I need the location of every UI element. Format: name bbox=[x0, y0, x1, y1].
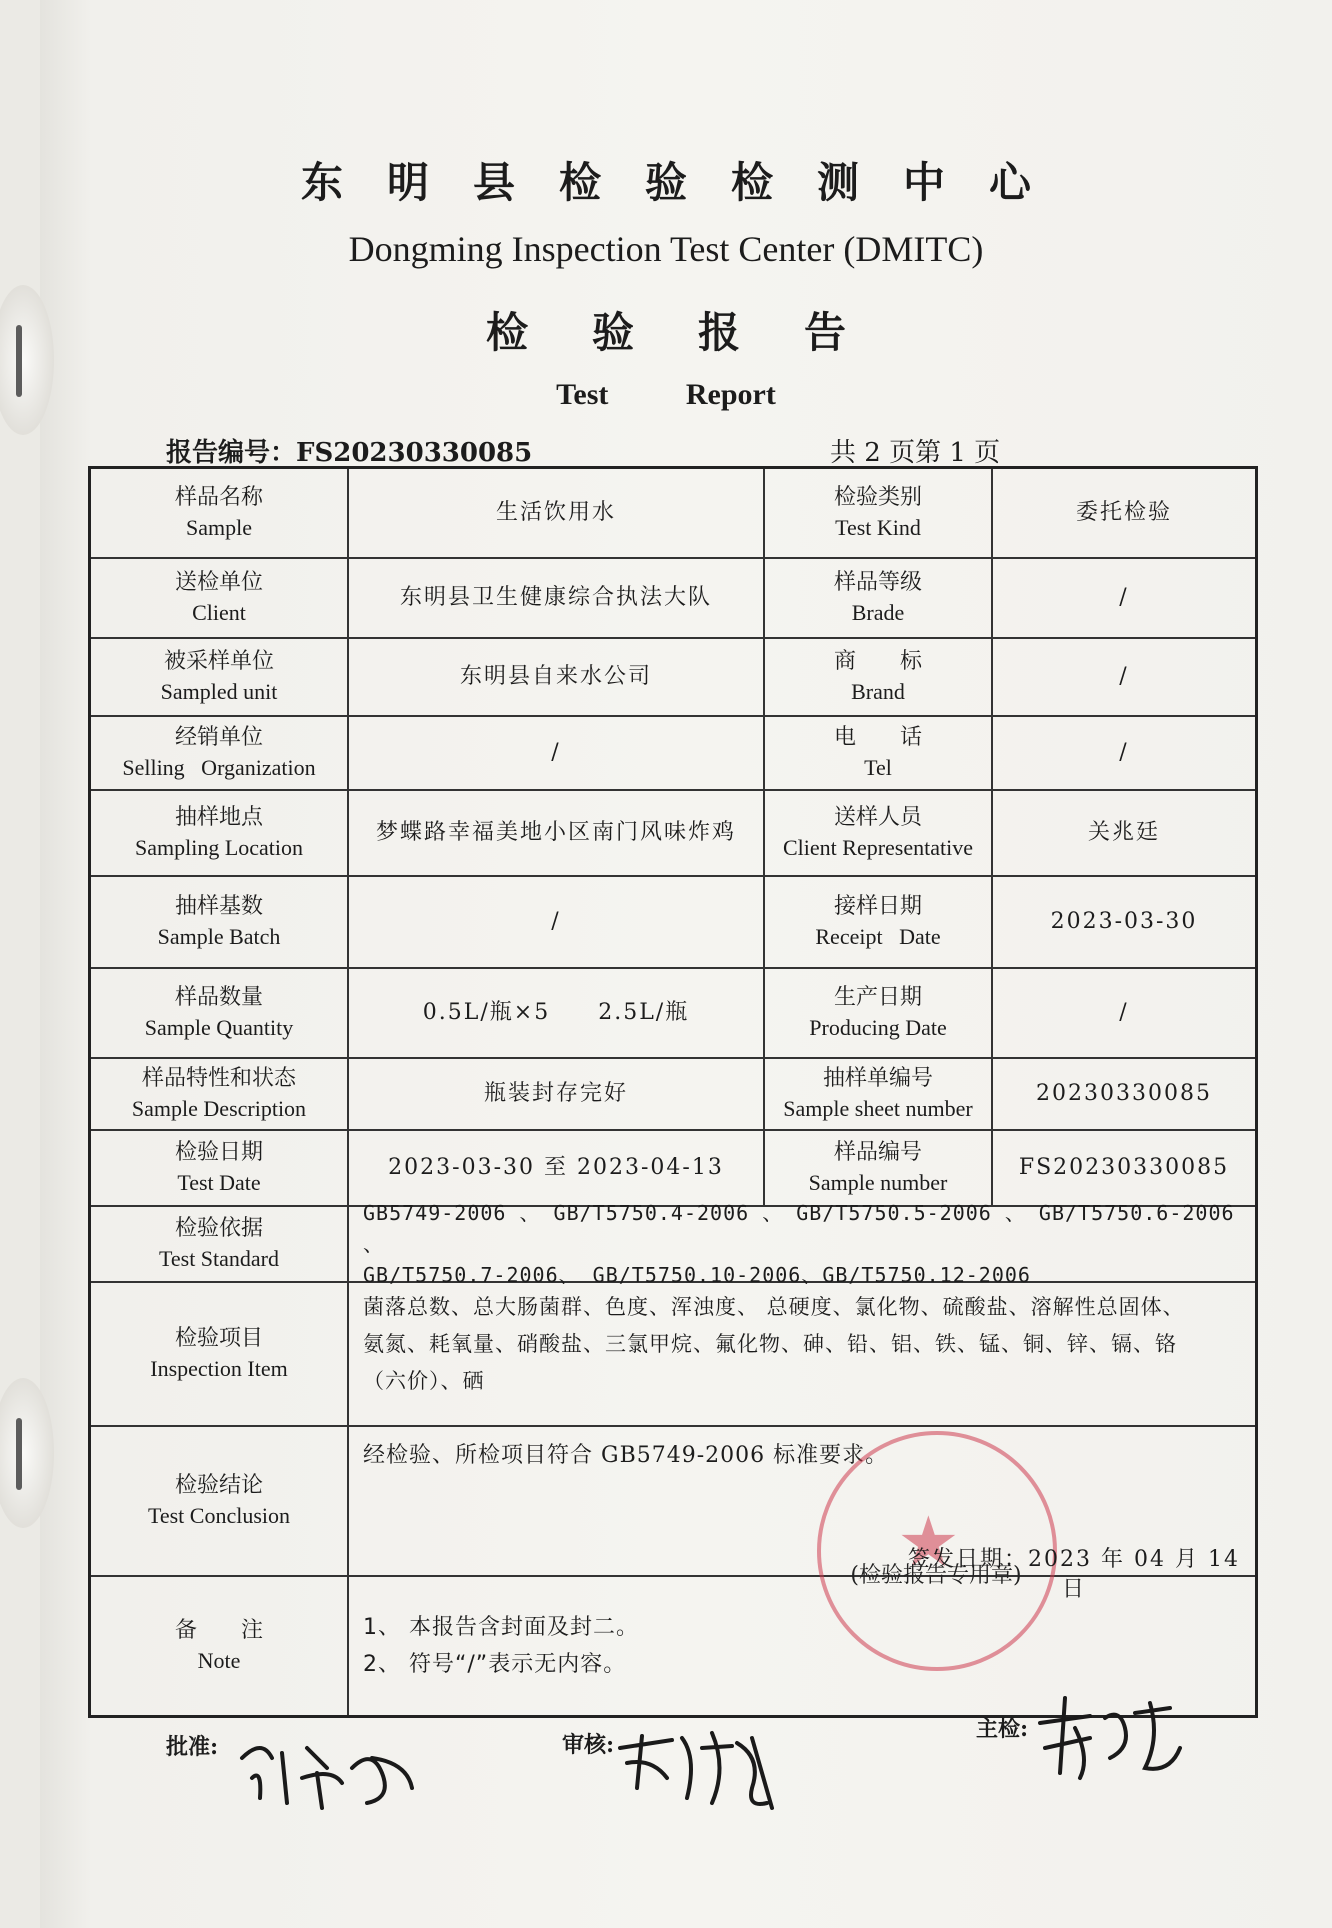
label-cn: 样品数量 bbox=[174, 985, 263, 1011]
value-tel: / bbox=[1119, 740, 1129, 766]
value-test-standard bbox=[349, 1200, 1255, 1287]
label-client bbox=[91, 559, 349, 637]
center-title-en: Dongming Inspection Test Center (DMITC) bbox=[348, 229, 984, 269]
value-test-kind: 委托检验 bbox=[1075, 500, 1172, 526]
row-test-date bbox=[91, 1131, 1255, 1207]
value-brade: / bbox=[1119, 585, 1129, 611]
label-sample-sheet-number bbox=[765, 1059, 993, 1129]
label-cn: 生产日期 bbox=[833, 985, 922, 1011]
standard-line: GB5749-2006 、 GB/T5750.4-2006 、 GB/T5750.5-2006 、 GB/T5750.6-2006 、 bbox=[363, 1200, 1235, 1256]
label-en: Sample Batch bbox=[157, 924, 281, 949]
report-table bbox=[88, 466, 1258, 1718]
row-inspection-item bbox=[91, 1283, 1255, 1427]
label-inspection-item bbox=[91, 1283, 349, 1425]
label-en: Sample number bbox=[808, 1170, 948, 1195]
value-description: 瓶装封存完好 bbox=[349, 1059, 765, 1129]
label-en: Brand bbox=[851, 679, 905, 704]
label-location bbox=[91, 791, 349, 875]
report-number: 报告编号：FS20230330085 bbox=[166, 438, 533, 468]
label-description bbox=[91, 1059, 349, 1129]
label-cn: 送检单位 bbox=[174, 570, 263, 596]
value-inspection-item bbox=[349, 1283, 1255, 1425]
label-en: Producing Date bbox=[809, 1015, 947, 1040]
standard-line: GB/T5750.7-2006、 GB/T5750.10-2006、GB/T5750.12-2006 bbox=[363, 1262, 1031, 1287]
label-cn: 样品特性和状态 bbox=[141, 1066, 296, 1092]
row-location bbox=[91, 791, 1255, 877]
row-quantity bbox=[91, 969, 1255, 1059]
label-cn: 商 标 bbox=[833, 649, 922, 675]
label-en: Sample bbox=[186, 515, 252, 540]
label-sample bbox=[91, 469, 349, 557]
value-sample-sheet-number: 20230330085 bbox=[1036, 1081, 1212, 1107]
label-cn: 样品名称 bbox=[174, 485, 263, 511]
label-cn: 抽样单编号 bbox=[822, 1066, 933, 1092]
value-sample: 生活饮用水 bbox=[349, 469, 765, 557]
label-en: Sampling Location bbox=[134, 835, 304, 860]
label-en: Test Date bbox=[177, 1170, 261, 1195]
value-sample-number: FS20230330085 bbox=[1018, 1155, 1230, 1181]
row-test-standard bbox=[91, 1200, 1255, 1287]
row-sample bbox=[91, 469, 1255, 559]
value-brand: / bbox=[1119, 664, 1129, 690]
label-representative bbox=[765, 791, 993, 875]
label-cn: 送样人员 bbox=[833, 805, 922, 831]
row-sampled-unit bbox=[91, 639, 1255, 717]
item-line: 氨氮、耗氧量、硝酸盐、三氯甲烷、氟化物、砷、铅、铝、铁、锰、铜、锌、镉、铬 bbox=[363, 1331, 1177, 1356]
label-sampled-unit bbox=[91, 639, 349, 715]
label-cn: 抽样基数 bbox=[174, 894, 263, 920]
report-title-en: Test Report bbox=[556, 378, 776, 411]
label-cn: 电 话 bbox=[833, 725, 922, 751]
item-line: 菌落总数、总大肠菌群、色度、浑浊度、 总硬度、氯化物、硫酸盐、溶解性总固体、 bbox=[363, 1295, 1185, 1319]
label-cn: 样品编号 bbox=[833, 1140, 922, 1166]
approve-signature bbox=[232, 1728, 422, 1818]
label-cn: 检验类别 bbox=[833, 485, 922, 511]
label-en: Sample Description bbox=[131, 1096, 307, 1121]
conclusion-text: 经检验、所检项目符合 GB5749-2006 标准要求。 bbox=[363, 1443, 889, 1468]
label-en: Note bbox=[197, 1648, 241, 1673]
label-batch bbox=[91, 877, 349, 967]
row-batch bbox=[91, 877, 1255, 969]
inspector-signature bbox=[1030, 1688, 1190, 1788]
label-en: Sample sheet number bbox=[783, 1096, 973, 1121]
value-receipt-date: 2023-03-30 bbox=[1050, 909, 1198, 935]
label-en: Tel bbox=[864, 755, 892, 780]
note-line: 1、 本报告含封面及封二。 bbox=[363, 1614, 639, 1640]
value-sampled-unit: 东明县自来水公司 bbox=[349, 639, 765, 715]
label-conclusion bbox=[91, 1427, 349, 1575]
seal-label: (检验报告专用章) bbox=[850, 1563, 1022, 1588]
label-en: Test Kind bbox=[835, 515, 921, 540]
item-line: （六价）、硒 bbox=[363, 1368, 485, 1393]
label-test-standard bbox=[91, 1207, 349, 1281]
label-selling bbox=[91, 717, 349, 789]
row-client bbox=[91, 559, 1255, 639]
label-cn: 检验项目 bbox=[174, 1326, 263, 1352]
label-producing-date bbox=[765, 969, 993, 1057]
page-info: 共 2 页第 1 页 bbox=[830, 438, 1001, 468]
label-brade bbox=[765, 559, 993, 637]
label-en: Selling Organization bbox=[122, 755, 316, 780]
inspector-label: 主检: bbox=[976, 1716, 1029, 1742]
review-signature bbox=[612, 1718, 782, 1818]
value-producing-date: / bbox=[1119, 1000, 1129, 1026]
label-test-kind bbox=[765, 469, 993, 557]
label-sample-number bbox=[765, 1131, 993, 1205]
label-cn: 备 注 bbox=[174, 1618, 263, 1644]
label-cn: 接样日期 bbox=[833, 894, 922, 920]
conclusion-area bbox=[349, 1427, 1255, 1602]
label-cn: 检验结论 bbox=[174, 1473, 263, 1499]
label-en: Test Standard bbox=[158, 1246, 280, 1271]
label-cn: 抽样地点 bbox=[174, 805, 263, 831]
value-batch: / bbox=[349, 877, 765, 967]
issue-date: 签发日期：2023 年 04 月 14 日 bbox=[908, 1547, 1240, 1602]
label-cn: 被采样单位 bbox=[163, 649, 274, 675]
label-en: Client bbox=[192, 600, 246, 625]
value-test-date: 2023-03-30 至 2023-04-13 bbox=[349, 1131, 765, 1205]
seal-star-icon: ★ bbox=[897, 1501, 960, 1583]
row-conclusion bbox=[91, 1427, 1255, 1602]
label-en: Inspection Item bbox=[150, 1356, 288, 1381]
label-cn: 检验日期 bbox=[174, 1140, 263, 1166]
label-en: Brade bbox=[851, 600, 905, 625]
label-cn: 检验依据 bbox=[174, 1216, 263, 1242]
center-title-cn: 东明县检验检测中心 bbox=[300, 158, 1075, 207]
report-title-cn: 检验报告 bbox=[485, 308, 910, 357]
label-quantity bbox=[91, 969, 349, 1057]
value-location: 梦蝶路幸福美地小区南门风味炸鸡 bbox=[349, 791, 765, 875]
signature-block bbox=[0, 1716, 1332, 1848]
value-client: 东明县卫生健康综合执法大队 bbox=[349, 559, 765, 637]
label-brand bbox=[765, 639, 993, 715]
label-note bbox=[91, 1577, 349, 1715]
value-quantity: 0.5L/瓶×5 2.5L/瓶 bbox=[349, 969, 765, 1057]
label-en: Sample Quantity bbox=[144, 1015, 294, 1040]
label-tel bbox=[765, 717, 993, 789]
review-label: 审核: bbox=[562, 1732, 615, 1758]
label-en: Client Representative bbox=[783, 835, 973, 860]
note-line: 2、 符号“/”表示无内容。 bbox=[363, 1652, 627, 1677]
value-selling: / bbox=[349, 717, 765, 789]
label-test-date bbox=[91, 1131, 349, 1205]
value-conclusion bbox=[349, 1427, 1255, 1602]
label-en: Receipt Date bbox=[815, 924, 941, 949]
label-en: Sampled unit bbox=[160, 679, 278, 704]
approve-label: 批准: bbox=[166, 1734, 219, 1760]
row-description bbox=[91, 1059, 1255, 1131]
row-selling bbox=[91, 717, 1255, 791]
label-cn: 样品等级 bbox=[833, 570, 922, 596]
value-representative: 关兆廷 bbox=[1087, 820, 1160, 846]
label-en: Test Conclusion bbox=[147, 1503, 291, 1528]
label-receipt-date bbox=[765, 877, 993, 967]
label-cn: 经销单位 bbox=[174, 725, 263, 751]
